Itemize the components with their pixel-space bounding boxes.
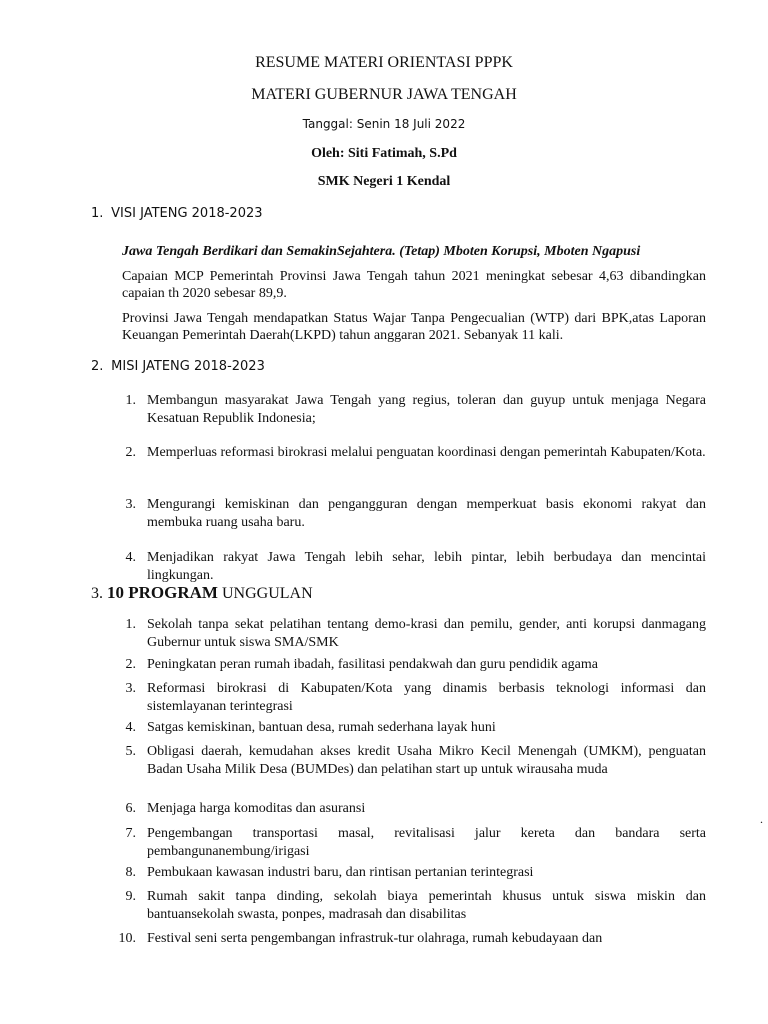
list-item-text: Obligasi daerah, kemudahan akses kredit Usaha Mikro Kecil Menengah (UMKM), penguatan Badan Usaha Milik Desa (BUMDes) dan pelatihan start up untuk wirausaha muda — [147, 744, 706, 777]
section-2-number: 2. — [91, 359, 104, 374]
list-item-number: 1. — [125, 393, 136, 408]
margin-mark: . — [760, 812, 763, 826]
list-item-text: Satgas kemiskinan, bantuan desa, rumah sederhana layak huni — [147, 720, 496, 735]
list-item-number: 8. — [125, 865, 136, 880]
list-item-number: 10. — [118, 931, 136, 946]
list-item-text: Reformasi birokrasi di Kabupaten/Kota yang dinamis berbasis teknologi informasi dan sistemlayanan terintegrasi — [147, 681, 706, 714]
list-item-number: 2. — [125, 445, 136, 460]
document-author: Oleh: Siti Fatimah, S.Pd — [311, 146, 457, 161]
document-date: Tanggal: Senin 18 Juli 2022 — [302, 117, 466, 131]
section-2-title: MISI JATENG 2018-2023 — [111, 359, 265, 374]
document-subtitle: MATERI GUBERNUR JAWA TENGAH — [251, 86, 517, 103]
list-item-text: Festival seni serta pengembangan infrastruk-tur olahraga, rumah kebudayaan dan — [147, 931, 603, 946]
list-item-text: Pembukaan kawasan industri baru, dan rintisan pertanian terintegrasi — [147, 865, 534, 880]
list-item-number: 4. — [125, 550, 136, 565]
list-item-text: Peningkatan peran rumah ibadah, fasilitasi pendakwah dan guru pendidik agama — [147, 657, 598, 672]
list-item-number: 3. — [125, 497, 136, 512]
list-item-text: Membangun masyarakat Jawa Tengah yang regius, toleran dan guyup untuk menjaga Negara Kesatuan Republik Indonesia; — [147, 393, 706, 426]
list-item-number: 3. — [125, 681, 136, 696]
list-item-number: 2. — [125, 657, 136, 672]
list-item-text: Menjadikan rakyat Jawa Tengah lebih sehar, lebih pintar, lebih berbudaya dan mencintai lingkungan. — [147, 550, 706, 583]
list-item-number: 4. — [125, 720, 136, 735]
section-1-heading — [91, 206, 263, 221]
section-1-title: VISI JATENG 2018-2023 — [111, 206, 263, 221]
document-title: RESUME MATERI ORIENTASI PPPK — [255, 54, 513, 71]
list-item-text: Memperluas reformasi birokrasi melalui penguatan koordinasi dengan pemerintah Kabupaten/Kota. — [147, 445, 706, 460]
document-school: SMK Negeri 1 Kendal — [317, 174, 451, 189]
list-item-text: Rumah sakit tanpa dinding, sekolah biaya pemerintah khusus untuk siswa miskin dan bantuansekolah swasta, ponpes, madrasah dan disabilitas — [147, 889, 706, 922]
section-3-heading — [91, 583, 313, 603]
vision-motto: Jawa Tengah Berdikari dan SemakinSejahtera. (Tetap) Mboten Korupsi, Mboten Ngapusi — [122, 244, 641, 259]
mcp-paragraph: Capaian MCP Pemerintah Provinsi Jawa Tengah tahun 2021 meningkat sebesar 4,63 dibandingkan capaian th 2020 sebesar 89,9. — [122, 269, 706, 301]
section-1-number: 1. — [91, 206, 104, 221]
list-item-number: 6. — [125, 801, 136, 816]
list-item-number: 7. — [125, 826, 136, 841]
list-item-text: Pengembangan transportasi masal, revitalisasi jalur kereta dan bandara serta pembangunanembung/irigasi — [147, 826, 706, 859]
list-item-number: 5. — [125, 744, 136, 759]
section-3-title-bold: 10 PROGRAM — [107, 583, 218, 602]
list-item-text: Sekolah tanpa sekat pelatihan tentang demo-krasi dan pemilu, gender, anti korupsi danmagang Gubernur untuk siswa SMA/SMK — [147, 617, 706, 650]
section-3-title-rest: UNGGULAN — [221, 585, 313, 602]
list-item-number: 1. — [125, 617, 136, 632]
list-item-text: Menjaga harga komoditas dan asuransi — [147, 801, 366, 816]
list-item-text: Mengurangi kemiskinan dan pengangguran dengan memperkuat basis ekonomi rakyat dan membuka ruang usaha baru. — [147, 497, 706, 530]
list-item-number: 9. — [125, 889, 136, 904]
section-2-heading — [91, 359, 265, 374]
wtp-paragraph: Provinsi Jawa Tengah mendapatkan Status Wajar Tanpa Pengecualian (WTP) dari BPK,atas Laporan Keuangan Pemerintah Daerah(LKPD) tahun anggaran 2021. Sebanyak 11 kali. — [122, 311, 706, 343]
section-3-number: 3. — [91, 585, 103, 602]
